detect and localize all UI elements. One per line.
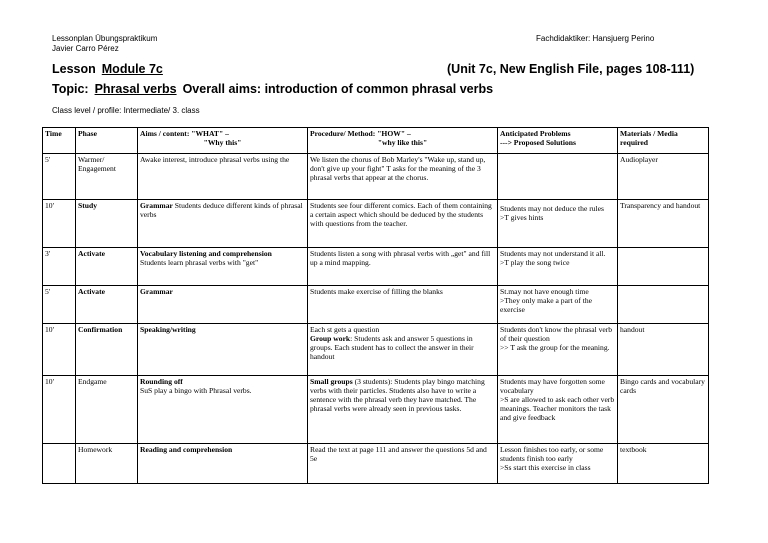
cell-problems: [498, 248, 618, 286]
cell-materials: handout: [618, 324, 709, 376]
cell-aims-text: Students learn phrasal verbs with "get": [140, 258, 259, 267]
cell-time: 10': [43, 376, 76, 444]
header-aims: [138, 128, 308, 154]
table-header-row: [43, 128, 709, 154]
table-row: [43, 324, 709, 376]
cell-aims: [138, 200, 308, 248]
cell-phase: Activate: [76, 286, 138, 324]
cell-procedure: [308, 248, 498, 286]
cell-aims-bold: Grammar: [140, 201, 173, 210]
cell-problem-text: Students may have forgotten some vocabulary: [500, 377, 605, 395]
header-materials-line1: Materials / Media: [620, 129, 678, 138]
cell-materials: textbook: [618, 444, 709, 484]
cell-solution-text: >T gives hints: [500, 213, 544, 222]
cell-procedure: [308, 286, 498, 324]
cell-aims-bold: Speaking/writing: [140, 325, 196, 334]
overall-aims: Overall aims: introduction of common phrasal verbs: [182, 82, 494, 96]
cell-materials: Transparency and handout: [618, 200, 709, 248]
header-materials-line2: required: [620, 138, 648, 147]
cell-aims-bold: Rounding off: [140, 377, 183, 386]
cell-procedure: [308, 444, 498, 484]
cell-time: [43, 444, 76, 484]
cell-phase: Confirmation: [76, 324, 138, 376]
cell-problems: [498, 324, 618, 376]
cell-time: 10': [43, 200, 76, 248]
cell-problem-text: Students don't know the phrasal verb of their question: [500, 325, 613, 343]
table-row: [43, 286, 709, 324]
cell-aims-text: Awake interest, introduce phrasal verbs using the: [140, 155, 290, 164]
table-row: [43, 376, 709, 444]
header-aims-line1: Aims / content: "WHAT" –: [140, 129, 229, 138]
cell-solution-text: >They only make a part of the exercise: [500, 296, 593, 314]
cell-procedure: [308, 376, 498, 444]
cell-aims: [138, 286, 308, 324]
cell-time: 3': [43, 248, 76, 286]
cell-solution-text: >T play the song twice: [500, 258, 570, 267]
table-row: [43, 200, 709, 248]
header-aims-line2: "Why this": [203, 138, 242, 147]
cell-problems: [498, 154, 618, 200]
cell-materials: Bingo cards and vocabulary cards: [618, 376, 709, 444]
cell-phase: Warmer/ Engagement: [76, 154, 138, 200]
cell-solution-text: >> T ask the group for the meaning.: [500, 343, 610, 352]
cell-problems: [498, 444, 618, 484]
cell-aims-text: SuS play a bingo with Phrasal verbs.: [140, 386, 252, 395]
header-phase: Phase: [76, 128, 138, 154]
table-row: [43, 154, 709, 200]
cell-procedure-text: We listen the chorus of Bob Marley's "Wake up, stand up, don't give up your fight" T asks for the meaning of the 3 phrasal verbs that appear at the chorus.: [310, 155, 486, 182]
cell-procedure-bold: Group work: [310, 334, 351, 343]
cell-solution-text: >Ss start this exercise in class: [500, 463, 591, 472]
author-name: Javier Carro Pérez: [52, 44, 119, 53]
lesson-line: [52, 62, 163, 76]
table-row: [43, 444, 709, 484]
class-level: Class level / profile: Intermediate/ 3. class: [52, 106, 200, 115]
header-problems: [498, 128, 618, 154]
header-materials: [618, 128, 709, 154]
cell-aims: [138, 376, 308, 444]
cell-aims-bold: Reading and comprehension: [140, 445, 233, 454]
cell-materials: Audioplayer: [618, 154, 709, 200]
cell-procedure: [308, 154, 498, 200]
cell-aims-text: Students deduce different kinds of phrasal verbs: [140, 201, 303, 219]
cell-procedure-text: (3 students): Students play bingo matching verbs with their particles. Students also have to write a sentence with the phrasal verb they have matched. The phrasal verbs were already seen in previous tasks.: [310, 377, 485, 413]
cell-procedure: [308, 324, 498, 376]
supervisor: Fachdidaktiker: Hansjuerg Perino: [536, 34, 655, 43]
cell-aims: [138, 248, 308, 286]
cell-aims: [138, 444, 308, 484]
cell-solution-text: >S are allowed to ask each other verb meanings. Teacher monitors the task and give feedback: [500, 395, 615, 422]
cell-aims-bold: Vocabulary listening and comprehension: [140, 249, 272, 258]
header-procedure-line2: "why like this": [377, 138, 428, 147]
cell-phase: Study: [76, 200, 138, 248]
cell-time: 10': [43, 324, 76, 376]
cell-aims-bold: Grammar: [140, 287, 173, 296]
cell-procedure-text: Students see four different comics. Each of them containing a certain aspect which should be deduced by the students with questions from the teacher.: [310, 201, 492, 228]
cell-aims: [138, 324, 308, 376]
cell-procedure-text: Read the text at page 111 and answer the questions 5d and 5e: [310, 445, 487, 463]
header-procedure: [308, 128, 498, 154]
header-problems-line1: Anticipated Problems: [500, 129, 571, 138]
cell-materials: [618, 248, 709, 286]
header-problems-line2: ---> Proposed Solutions: [500, 138, 576, 147]
cell-time: 5': [43, 286, 76, 324]
cell-procedure: [308, 200, 498, 248]
unit-reference: (Unit 7c, New English File, pages 108-111): [447, 62, 695, 76]
cell-procedure-intro: Each st gets a question: [310, 325, 380, 334]
topic-label: Topic:: [52, 82, 89, 96]
cell-problems: [498, 286, 618, 324]
cell-problem-text: St.may not have enough time: [500, 287, 589, 296]
cell-phase: Endgame: [76, 376, 138, 444]
cell-problem-text: Students may not deduce the rules: [500, 204, 604, 213]
cell-problem-text: Lesson finishes too early, or some students finish too early: [500, 445, 604, 463]
cell-problems: [498, 200, 618, 248]
table-row: [43, 248, 709, 286]
topic-line: [52, 82, 493, 96]
cell-time: 5': [43, 154, 76, 200]
cell-problem-text: Students may not understand it all.: [500, 249, 606, 258]
cell-procedure-bold: Small groups: [310, 377, 353, 386]
cell-materials: [618, 286, 709, 324]
cell-phase: Homework: [76, 444, 138, 484]
cell-aims: [138, 154, 308, 200]
cell-problems: [498, 376, 618, 444]
cell-phase: Activate: [76, 248, 138, 286]
cell-procedure-text: : Students ask and answer 5 questions in groups. Each student has to collect the answer in their handout: [310, 334, 474, 361]
document-header-left: [52, 34, 157, 54]
lesson-label: Lesson: [52, 62, 96, 76]
doc-title: Lessonplan Übungspraktikum: [52, 34, 158, 43]
header-time: Time: [43, 128, 76, 154]
lesson-module: Module 7c: [101, 62, 163, 76]
topic-value: Phrasal verbs: [94, 82, 177, 96]
lesson-plan-table: [42, 127, 709, 484]
header-procedure-line1: Procedure/ Method: "HOW" –: [310, 129, 411, 138]
cell-procedure-text: Students listen a song with phrasal verbs with „get" and fill up a mind mapping.: [310, 249, 491, 267]
cell-procedure-text: Students make exercise of filling the blanks: [310, 287, 443, 296]
